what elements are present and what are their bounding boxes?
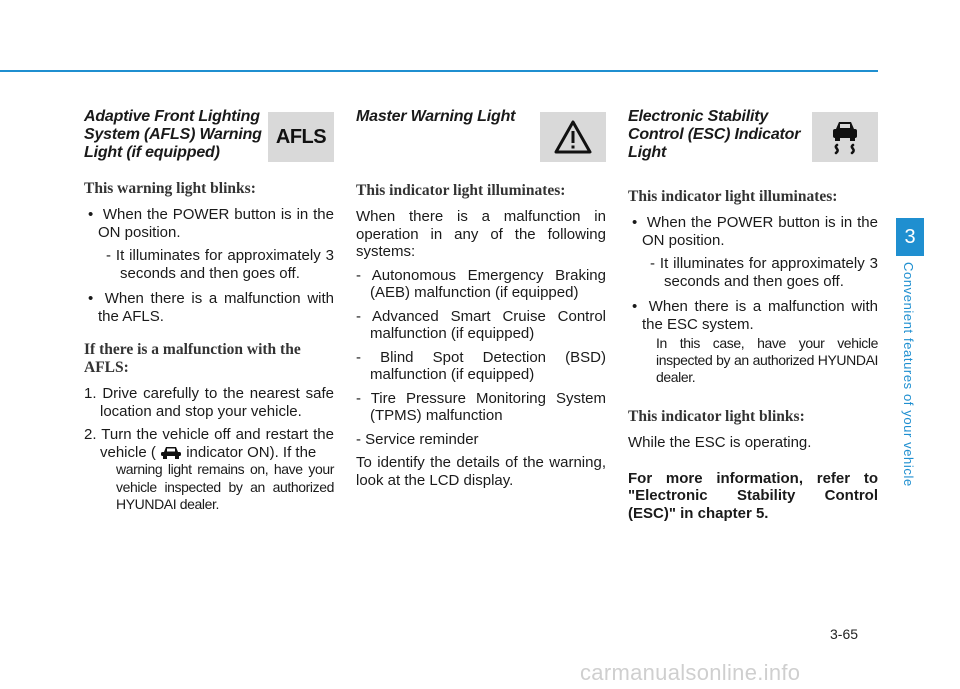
afls-title: Adaptive Front Lighting System (AFLS) Warning Light (if equipped) <box>84 108 262 161</box>
afls-section <box>84 108 334 520</box>
esc-section <box>628 108 878 522</box>
page-number: 3-65 <box>830 626 859 642</box>
esc-dealer-note: In this case, have your vehicle inspected by an authorized HYUNDAI dealer. <box>656 335 878 385</box>
afls-icon <box>268 112 334 162</box>
list-item: - Advanced Smart Cruise Control malfunction (if equipped) <box>356 307 606 342</box>
afls-malfunction-heading: If there is a malfunction with the AFLS: <box>84 341 301 376</box>
list-item: - Autonomous Emergency Braking (AEB) malfunction (if equipped) <box>356 266 606 301</box>
master-warning-system-list <box>356 267 606 449</box>
esc-reference: For more information, refer to "Electronic Stability Control (ESC)" in chapter 5. <box>628 469 878 522</box>
esc-header <box>628 108 878 164</box>
list-item <box>84 290 334 325</box>
esc-bullet-power: When the POWER button is in the ON position. <box>642 214 878 249</box>
top-rule <box>0 70 878 72</box>
esc-title: Electronic Stability Control (ESC) Indicator Light <box>628 108 801 161</box>
esc-blinks-heading: This indicator light blinks: <box>628 408 805 425</box>
afls-header <box>84 108 334 164</box>
list-item <box>628 298 878 386</box>
afls-step-2-part-b: indicator ON). If the <box>186 443 317 461</box>
chapter-tab: 3 <box>896 218 924 256</box>
car-icon <box>160 445 182 459</box>
master-warning-outro: To identify the details of the warning, look at the LCD display. <box>356 454 606 489</box>
master-warning-header <box>356 108 606 164</box>
master-warning-intro: When there is a malfunction in operation in any of the following systems: <box>356 208 606 260</box>
afls-blinks-heading: This warning light blinks: <box>84 180 256 197</box>
warning-triangle-icon <box>553 119 593 155</box>
list-item: - Tire Pressure Monitoring System (TPMS) malfunction <box>356 389 606 424</box>
list-item: - Blind Spot Detection (BSD) malfunction (if equipped) <box>356 348 606 383</box>
esc-bullet-malfunction: When there is a malfunction with the ESC system. <box>642 298 878 333</box>
afls-blink-list <box>84 206 334 325</box>
afls-icon-label: AFLS <box>275 125 327 148</box>
afls-step-2-part-c: warning light remains on, have your vehicle inspected by an authorized HYUNDAI dealer. <box>116 461 334 512</box>
chapter-title: Convenient features of your vehicle <box>901 262 916 487</box>
master-warning-title: Master Warning Light <box>356 108 516 125</box>
afls-step-2-part-a: 2. Turn the vehicle off and restart the vehicle ( <box>84 426 334 461</box>
afls-bullet-malfunction: When there is a malfunction with the AFLS. <box>98 290 334 325</box>
master-warning-illuminates-heading: This indicator light illuminates: <box>356 182 566 199</box>
esc-illuminates-heading: This indicator light illuminates: <box>628 188 838 205</box>
afls-step-1: 1. Drive carefully to the nearest safe location and stop your vehicle. <box>84 385 334 420</box>
list-item <box>628 214 878 290</box>
esc-blink-text: While the ESC is operating. <box>628 434 812 451</box>
master-warning-section <box>356 108 606 489</box>
esc-icon <box>812 112 878 162</box>
list-item <box>84 206 334 282</box>
master-warning-icon <box>540 112 606 162</box>
afls-bullet-power: When the POWER button is in the ON position. <box>98 206 334 241</box>
afls-dash-illuminate: - It illuminates for approximately 3 seconds and then goes off. <box>106 247 334 282</box>
esc-dash-illuminate: - It illuminates for approximately 3 seconds and then goes off. <box>650 255 878 290</box>
watermark: carmanualsonline.info <box>580 660 801 685</box>
esc-illuminate-list <box>628 214 878 386</box>
skidding-car-icon <box>825 117 865 157</box>
afls-step-2 <box>84 426 334 514</box>
list-item: - Service reminder <box>356 430 479 448</box>
